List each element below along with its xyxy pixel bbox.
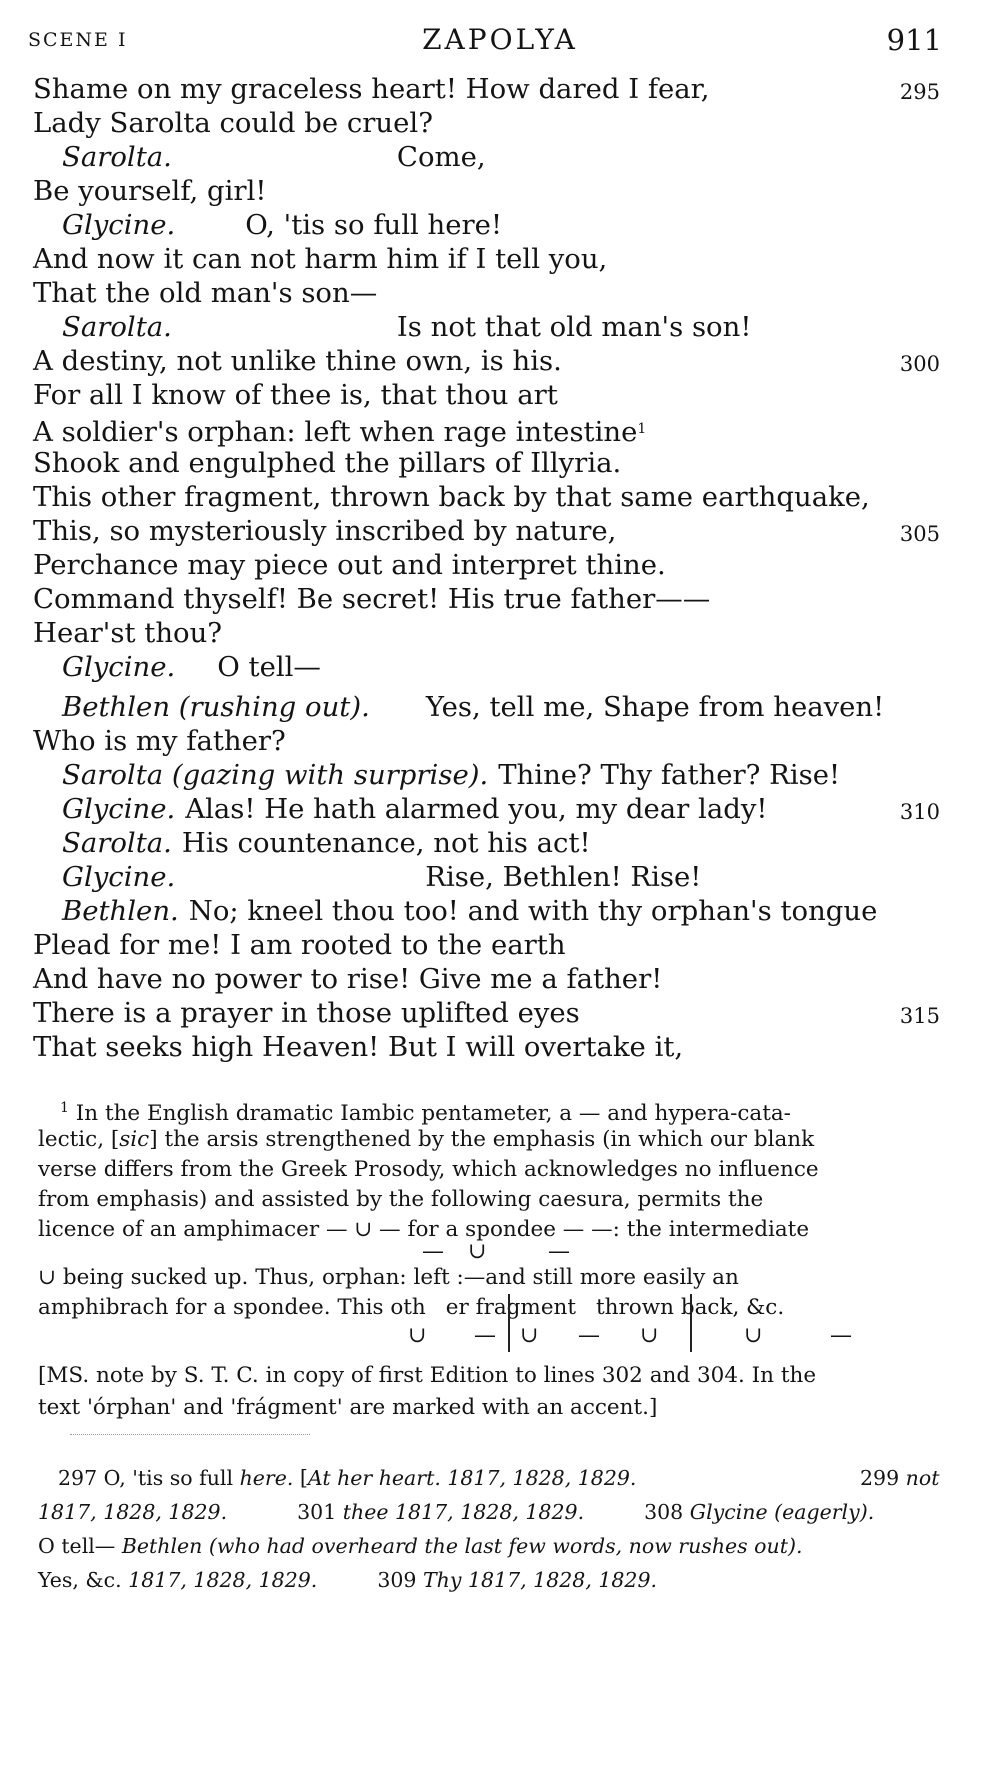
line-number: 310 <box>899 800 940 824</box>
speaker-name: Bethlen. <box>62 895 179 927</box>
scansion-mark: — <box>548 1239 570 1264</box>
speaker-name: Bethlen ( <box>62 691 190 723</box>
verse-line: A soldier's orphan: left when rage intestine$^1$ <box>33 416 647 448</box>
stage-direction: gazing with surprise <box>182 759 469 791</box>
page-number: 911 <box>886 23 942 57</box>
footnote-line: lectic, [sic] the arsis strengthened by the emphasis (in which our blank <box>38 1127 815 1152</box>
verse-line: Glycine. O, 'tis so full here! <box>62 209 502 241</box>
verse-line: Sarolta. Come, <box>62 141 486 173</box>
variant-line: 299 not <box>860 1466 940 1490</box>
verse-line: Glycine. Rise, Bethlen! Rise! <box>62 861 702 893</box>
verse-line: Perchance may piece out and interpret thine. <box>33 549 666 581</box>
footnote-line: verse differs from the Greek Prosody, which acknowledges no influence <box>38 1157 819 1182</box>
footnote-marker: 1 <box>637 421 647 437</box>
verse-line: Command thyself! Be secret! His true father—— <box>33 583 711 615</box>
speaker-name: Glycine. <box>62 209 176 241</box>
verse-line: Glycine. O tell— <box>62 651 321 683</box>
footnote-number: 1 <box>60 1100 69 1116</box>
scansion-mark: — <box>830 1323 852 1348</box>
footnote-line: $^1$ In the English dramatic Iambic pentameter, a — and hypera-cata- <box>60 1100 791 1126</box>
verse-line: Be yourself, girl! <box>33 175 267 207</box>
line-number: 300 <box>899 352 940 376</box>
verse-line: A destiny, not unlike thine own, is his. <box>33 345 562 377</box>
scansion-mark: ∪ <box>640 1323 659 1348</box>
scansion-mark: — <box>578 1323 600 1348</box>
footnote-line: licence of an amphimacer — ∪ — for a spondee — —: the intermediate <box>38 1217 810 1242</box>
verse-line: Sarolta (gazing with surprise). Thine? Thy father? Rise! <box>62 759 841 791</box>
line-number: 315 <box>899 1004 940 1028</box>
speaker-name: Sarolta. <box>62 141 172 173</box>
variant-line: Yes, &c. 1817, 1828, 1829. 309 Thy 1817, 1828, 1829. <box>38 1568 658 1592</box>
ms-note-line: [MS. note by S. T. C. in copy of first Edition to lines 302 and 304. In the <box>38 1363 817 1388</box>
verse-line: Who is my father? <box>33 725 286 757</box>
verse-line: Bethlen. No; kneel thou too! and with thy orphan's tongue <box>62 895 878 927</box>
speaker-name: Glycine. <box>62 651 176 683</box>
scansion-mark: ∪ <box>408 1323 427 1348</box>
line-number: 305 <box>899 522 940 546</box>
scansion-mark: ∪ <box>744 1323 763 1348</box>
footnote-line: from emphasis) and assisted by the following caesura, permits the <box>38 1187 764 1212</box>
running-title: ZAPOLYA <box>422 23 578 56</box>
verse-line: There is a prayer in those uplifted eyes <box>33 997 580 1029</box>
speaker-name: Sarolta. <box>62 311 172 343</box>
verse-line: This, so mysteriously inscribed by nature, <box>33 515 617 547</box>
verse-line: For all I know of thee is, that thou art <box>33 379 558 411</box>
verse-line: Bethlen (rushing out). Yes, tell me, Shape from heaven! <box>62 691 885 723</box>
verse-line: Glycine. Alas! He hath alarmed you, my dear lady! <box>62 793 768 825</box>
verse-line: Shook and engulphed the pillars of Illyria. <box>33 447 622 479</box>
verse-line: Sarolta. His countenance, not his act! <box>62 827 591 859</box>
footnote-line: amphibrach for a spondee. This oth er fragment thrown back, &c. <box>38 1295 785 1320</box>
verse-line: Hear'st thou? <box>33 617 223 649</box>
scansion-divider <box>690 1294 692 1352</box>
variant-line: 297 O, 'tis so full here. [At her heart. 1817, 1828, 1829. <box>58 1466 637 1490</box>
stage-direction: rushing out <box>189 691 351 723</box>
scene-label: SCENE I <box>28 29 128 51</box>
verse-line: Lady Sarolta could be cruel? <box>33 107 433 139</box>
speaker-name: Glycine. <box>62 861 176 893</box>
speaker-name: Sarolta. <box>62 827 172 859</box>
scansion-mark: ∪ <box>520 1323 539 1348</box>
verse-line: That the old man's son— <box>33 277 378 309</box>
ms-note-line: text 'órphan' and 'frágment' are marked with an accent.] <box>38 1395 658 1420</box>
scansion-mark: — <box>474 1323 496 1348</box>
verse-line: That seeks high Heaven! But I will overtake it, <box>33 1031 684 1063</box>
divider <box>70 1434 310 1435</box>
line-number: 295 <box>899 80 940 104</box>
footnote-line: ∪ being sucked up. Thus, orphan: left :—and still more easily an <box>38 1265 739 1290</box>
verse-line: This other fragment, thrown back by that same earthquake, <box>33 481 870 513</box>
scansion-divider <box>508 1294 510 1352</box>
speaker-name: Glycine. <box>62 793 176 825</box>
verse-line: And now it can not harm him if I tell you, <box>33 243 608 275</box>
verse-line: Shame on my graceless heart! How dared I fear, <box>33 73 710 105</box>
scansion-mark: — <box>422 1239 444 1264</box>
verse-line: Plead for me! I am rooted to the earth <box>33 929 566 961</box>
verse-line: Sarolta. Is not that old man's son! <box>62 311 752 343</box>
speaker-name: Sarolta ( <box>62 759 183 791</box>
verse-line: And have no power to rise! Give me a father! <box>33 963 663 995</box>
scansion-mark: ∪ <box>468 1239 487 1264</box>
variant-line: 1817, 1828, 1829. 301 thee 1817, 1828, 1829. 308 Glycine (eagerly). <box>38 1500 875 1524</box>
variant-line: O tell— Bethlen (who had overheard the last few words, now rushes out). <box>38 1534 803 1558</box>
